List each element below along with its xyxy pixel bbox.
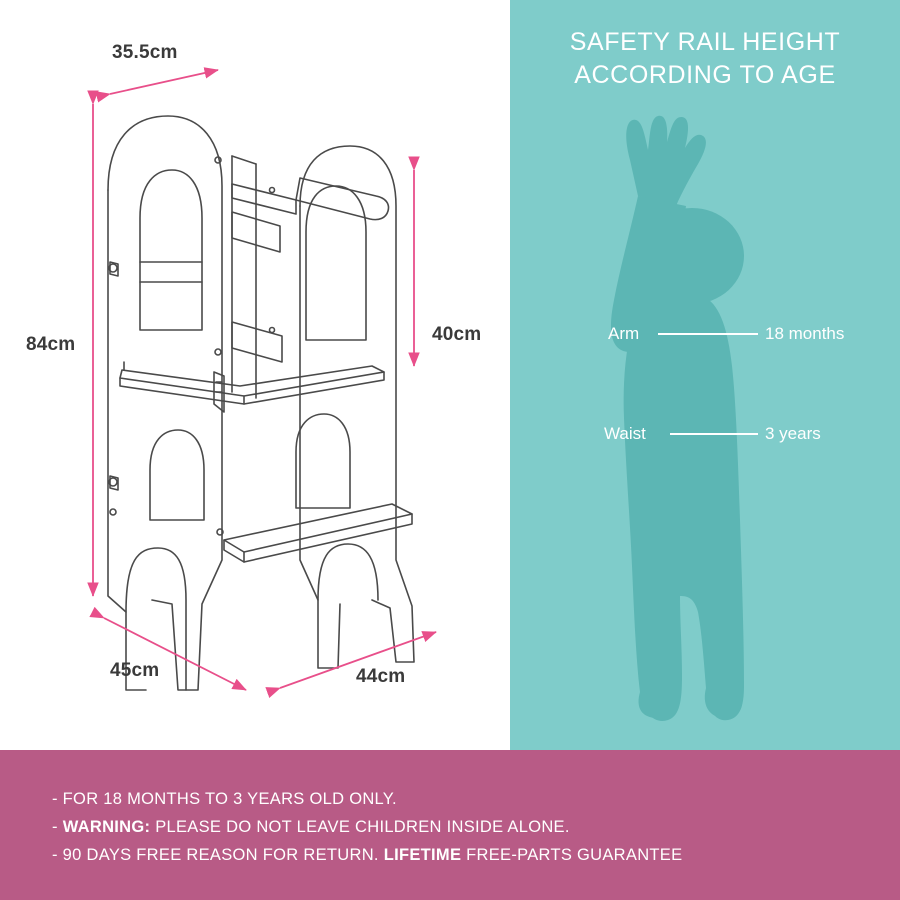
product-drawing-panel xyxy=(0,0,510,750)
dimension-label-top-width: 35.5cm xyxy=(112,42,178,63)
warning-notes-band xyxy=(0,750,900,900)
safety-rail-title-line-1: SAFETY RAIL HEIGHT xyxy=(569,28,841,56)
child-silhouette-icon xyxy=(510,0,900,750)
safety-rail-title-line-2: ACCORDING TO AGE xyxy=(574,61,836,89)
callout-value-arm: 18 months xyxy=(765,324,845,343)
note-3-bold: LIFETIME xyxy=(383,846,462,864)
callout-label-waist: Waist xyxy=(604,424,646,443)
note-line-guarantee xyxy=(52,846,682,865)
note-line-age xyxy=(52,790,397,809)
note-3-prefix: - 90 DAYS FREE REASON FOR RETURN. xyxy=(52,846,384,864)
note-2-suffix: PLEASE DO NOT LEAVE CHILDREN INSIDE ALONE. xyxy=(150,818,570,836)
safety-rail-panel xyxy=(510,0,900,750)
callout-line-waist xyxy=(670,433,758,435)
note-line-warning xyxy=(52,818,570,837)
callout-value-waist: 3 years xyxy=(765,424,821,443)
dimension-label-base-width: 44cm xyxy=(356,666,406,687)
callout-line-arm xyxy=(658,333,758,335)
callout-label-arm: Arm xyxy=(608,324,640,343)
dimension-label-right-height: 40cm xyxy=(432,324,482,345)
note-2-bold: WARNING: xyxy=(62,818,151,836)
dimension-label-left-height: 84cm xyxy=(26,334,76,355)
note-1-prefix: - FOR 18 MONTHS TO 3 YEARS OLD ONLY. xyxy=(52,790,397,808)
note-2-prefix: - xyxy=(52,818,63,836)
dimension-label-base-depth: 45cm xyxy=(110,660,160,681)
dimension-arrows xyxy=(0,0,510,750)
note-3-suffix: FREE-PARTS GUARANTEE xyxy=(461,846,683,864)
